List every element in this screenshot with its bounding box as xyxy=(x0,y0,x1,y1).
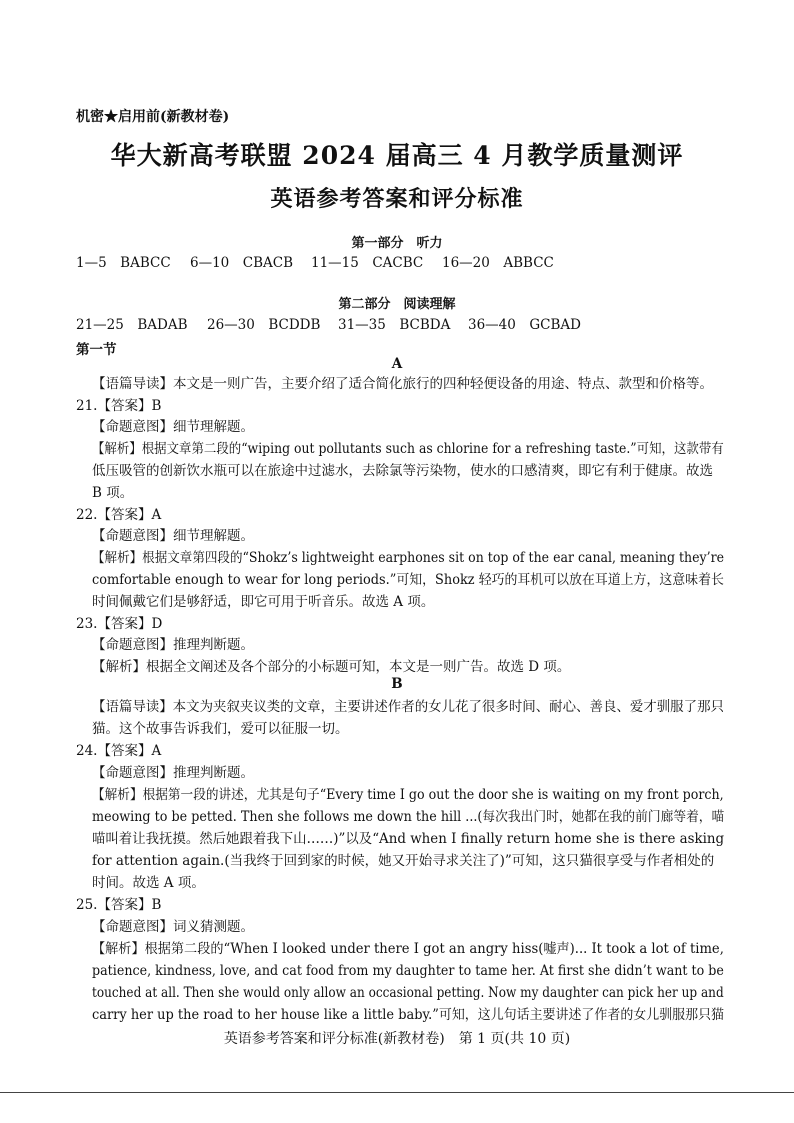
q25-analysis: patience, kindness, love, and cat food from my daughter to tame her. At first she didn’t want to be xyxy=(92,963,724,979)
q25-intent: 【命题意图】词义猜测题。 xyxy=(92,919,254,935)
passage-b-label: B xyxy=(391,676,403,692)
q25-analysis: carry her up the road to her house like a little baby.”可知，这儿句话主要讲述了作者的女儿驯服那只猫 xyxy=(92,1007,725,1023)
document-subtitle: 英语参考答案和评分标准 xyxy=(270,186,524,212)
answer-group: 11—15 CACBC xyxy=(311,255,424,271)
q24-analysis: 【解析】根据第一段的讲述，尤其是句子“Every time I go out the door she is waiting on my front porch, xyxy=(92,787,724,803)
q22-analysis: 【解析】根据文章第四段的“Shokz’s lightweight earphones sit on top of the ear canal, meaning they’re xyxy=(92,550,725,566)
q24-analysis: meowing to be petted. Then she follows me down the hill ...(每次我出门时，她都在我的前门廊等着，喵 xyxy=(92,809,725,825)
passage-b-guide: 猫。这个故事告诉我们，爱可以征服一切。 xyxy=(92,721,349,737)
q24-intent: 【命题意图】推理判断题。 xyxy=(92,765,254,781)
q25-analysis: 【解析】根据第二段的“When I looked under there I got an angry hiss(嘘声)... It took a lot of time, xyxy=(92,941,724,957)
confidential-label: 机密★启用前(新教材卷) xyxy=(76,109,230,125)
q22-analysis: comfortable enough to wear for long periods.”可知，Shokz 轻巧的耳机可以放在耳道上方，这意味着长 xyxy=(92,572,724,588)
q21-analysis: B 项。 xyxy=(92,485,134,501)
part1-heading: 第一部分 听力 xyxy=(351,236,443,251)
answer-group: 36—40 GCBAD xyxy=(468,317,581,333)
part2-heading: 第二部分 阅读理解 xyxy=(338,297,456,312)
q21-analysis: 【解析】根据文章第二段的“wiping out pollutants such as chlorine for a refreshing taste.”可知，这款带有 xyxy=(92,441,724,457)
answer-group: 6—10 CBACB xyxy=(190,255,294,271)
bottom-divider xyxy=(0,1092,794,1093)
passage-b-guide: 【语篇导读】本文为夹叙夹议类的文章，主要讲述作者的女儿花了很多时间、耐心、善良、爱才驯服了那只 xyxy=(92,699,724,715)
answer-group: 16—20 ABBCC xyxy=(442,255,554,271)
passage-a-label: A xyxy=(391,356,403,372)
q24-answer: 24.【答案】A xyxy=(76,743,162,759)
section-label: 第一节 xyxy=(76,342,117,358)
q24-analysis: 时间。故选 A 项。 xyxy=(92,875,205,891)
q24-analysis: for attention again.(当我终于回到家的时候，她又开始寻求关注了)”可知，这只猫很享受与作者相处的 xyxy=(92,853,715,869)
q22-analysis: 时间佩戴它们是够舒适，即它可用于听音乐。故选 A 项。 xyxy=(92,594,435,610)
part2-answers xyxy=(76,313,581,333)
answer-group: 26—30 BCDDB xyxy=(207,317,321,333)
q23-intent: 【命题意图】推理判断题。 xyxy=(92,637,254,653)
answer-group: 21—25 BADAB xyxy=(76,317,188,333)
q22-intent: 【命题意图】细节理解题。 xyxy=(92,528,254,544)
answer-group: 31—35 BCBDA xyxy=(338,317,451,333)
passage-a-guide: 【语篇导读】本文是一则广告，主要介绍了适合简化旅行的四种轻便设备的用途、特点、款型和价格等。 xyxy=(92,376,713,392)
part1-answers xyxy=(76,251,554,271)
q25-analysis: touched at all. Then she would only allow an occasional petting. Now my daughter can pick her up and xyxy=(92,985,724,1001)
page-footer: 英语参考答案和评分标准(新教材卷) 第 1 页(共 10 页) xyxy=(223,1031,571,1047)
q23-answer: 23.【答案】D xyxy=(76,616,163,632)
q21-analysis: 低压吸管的创新饮水瓶可以在旅途中过滤水，去除氯等污染物，使水的口感清爽，即它有利于健康。故选 xyxy=(92,463,713,479)
q23-analysis: 【解析】根据全文阐述及各个部分的小标题可知，本文是一则广告。故选 D 项。 xyxy=(92,659,571,675)
q22-answer: 22.【答案】A xyxy=(76,507,162,523)
q25-answer: 25.【答案】B xyxy=(76,897,162,913)
q24-analysis: 喵叫着让我抚摸。然后她跟着我下山……)”以及“And when I finally return home she is there asking xyxy=(92,831,725,847)
answer-group: 1—5 BABCC xyxy=(76,255,171,271)
q21-answer: 21.【答案】B xyxy=(76,398,162,414)
q21-intent: 【命题意图】细节理解题。 xyxy=(92,419,254,435)
exam-title: 华大新高考联盟 2024 届高三 4 月教学质量测评 xyxy=(110,141,684,170)
